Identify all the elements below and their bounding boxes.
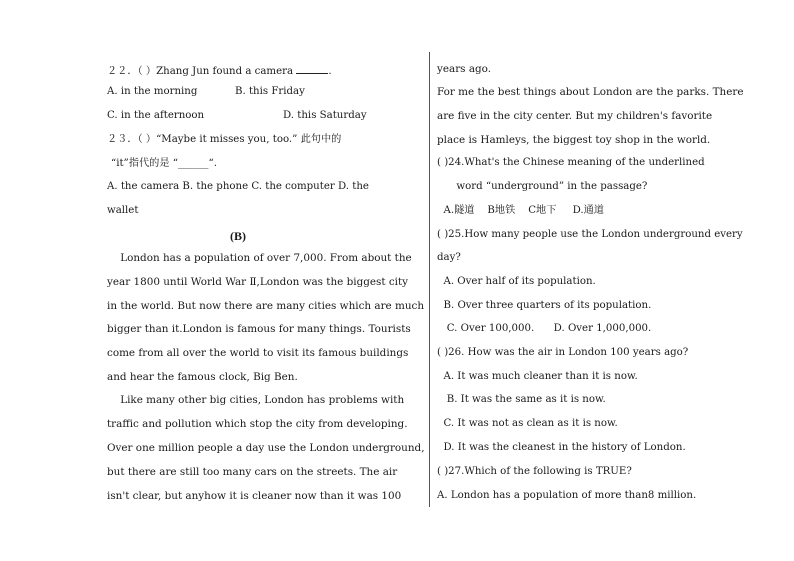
question-25-option-b: B. Over three quarters of its population. [437,300,652,311]
question-26-option-c: C. It was not as clean as it is now. [437,418,618,429]
passage-line: and hear the famous clock, Big Ben. [107,371,298,383]
passage-line: Like many other big cities, London has problems with [107,394,405,406]
question-27-option-a: A. London has a population of more than8 million. [437,490,697,501]
passage-line: Over one million people a day use the London underground, [107,442,425,454]
question-24-stem: ( )24.What's the Chinese meaning of the underlined [437,157,705,168]
question-25-stem: ( )25.How many people use the London underground every [437,229,743,240]
question-23-options: A. the camera B. the phone C. the computer D. the [107,181,369,192]
passage-line: isn't clear, but anyhow it is cleaner now than it was 100 [107,490,402,502]
passage-line: bigger than it.London is famous for many things. Tourists [107,323,411,335]
question-27-stem: ( )27.Which of the following is TRUE? [437,466,632,477]
question-22-option-b: B. this Friday [235,86,305,97]
question-26-stem: ( )26. How was the air in London 100 years ago? [437,347,689,358]
section-title: (B) [230,229,246,243]
answer-blank [296,62,328,74]
question-22-text: ２２．（ ）Zhang Jun found a camera [107,66,297,77]
passage-line: year 1800 until World War Ⅱ,London was the biggest city [107,276,409,288]
passage-line: come from all over the world to visit its famous buildings [107,347,409,359]
passage-line: London has a population of over 7,000. From about the [107,252,412,264]
question-26-option-a: A. It was much cleaner than it is now. [437,371,638,382]
passage-line: For me the best things about London are the parks. There [437,86,744,98]
question-25-option-a: A. Over half of its population. [437,276,596,287]
question-23-stem-line2: “it”指代的是 “______“. [111,158,217,169]
question-22-stem [107,62,332,79]
passage-line: traffic and pollution which stop the city from developing. [107,418,408,430]
passage-line: but there are still too many cars on the streets. The air [107,466,398,478]
question-24-options: A.隧道 B地铁 C地下 D.通道 [437,205,604,216]
question-23-stem: ２３．（ ）“Maybe it misses you, too.” 此句中的 [107,134,342,145]
question-26-option-b: B. It was the same as it is now. [437,394,606,405]
passage-line: in the world. But now there are many cities which are much [107,300,425,312]
passage-line: are five in the city center. But my children's favorite [437,110,713,122]
question-23-options-line2: wallet [107,205,139,216]
question-22-end: . [328,66,332,77]
question-22-option-a: A. in the morning [107,86,198,97]
question-24-stem-line2: word “underground” in the passage? [437,181,648,192]
question-25-stem-line2: day? [437,252,461,263]
passage-line: place is Hamleys, the biggest toy shop in the world. [437,134,711,146]
question-25-option-cd: C. Over 100,000. D. Over 1,000,000. [437,323,652,334]
question-26-option-d: D. It was the cleanest in the history of London. [437,442,686,453]
question-22-option-c: C. in the afternoon [107,110,205,121]
column-divider [429,52,430,507]
passage-line: years ago. [437,63,492,75]
question-22-option-d: D. this Saturday [283,110,367,121]
